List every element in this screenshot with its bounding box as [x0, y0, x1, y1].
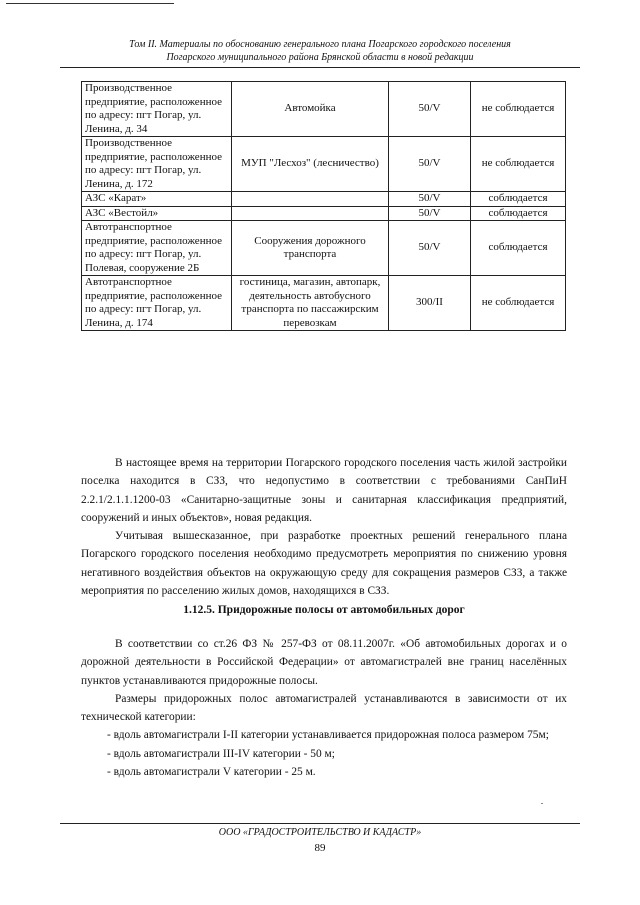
list-item: - вдоль автомагистрали I-II категории устанавливается придорожная полоса размером 75м;	[107, 729, 549, 742]
list-item: - вдоль автомагистрали V категории - 25 м.	[107, 766, 316, 779]
szz-cell: 50/V	[389, 206, 471, 221]
page-header	[60, 38, 580, 64]
section-title: 1.12.5. Придорожные полосы от автомобильных дорог	[183, 604, 465, 616]
status-cell: соблюдается	[471, 221, 566, 276]
object-cell: Автотранспортное предприятие, расположенное по адресу: пгт Погар, ул. Ленина, д. 174	[82, 276, 232, 331]
szz-cell: 50/V	[389, 221, 471, 276]
type-cell	[232, 206, 389, 221]
object-cell: Автотранспортное предприятие, расположенное по адресу: пгт Погар, ул. Полевая, сооружение 2Б	[82, 221, 232, 276]
object-cell: Производственное предприятие, расположенное по адресу: пгт Погар, ул. Ленина, д. 34	[82, 82, 232, 137]
body-text-block-2	[81, 635, 567, 781]
header-rule	[60, 67, 580, 68]
szz-cell: 50/V	[389, 137, 471, 192]
footer-org: ООО «ГРАДОСТРОИТЕЛЬСТВО И КАДАСТР»	[218, 827, 422, 838]
scan-speck	[541, 803, 543, 804]
table-row	[82, 221, 566, 276]
header-line-1: Том II. Материалы по обоснованию генерального плана Погарского городского поселения	[129, 39, 511, 50]
object-cell: Производственное предприятие, расположенное по адресу: пгт Погар, ул. Ленина, д. 172	[82, 137, 232, 192]
paragraph-measures: Учитывая вышесказанное, при разработке проектных решений генерального плана Погарского городского поселения необходимо предусмотреть мероприятия по снижению уровня негативного воздействия объектов на окружающую среду для сокращения размеров СЗЗ, а также мероприятия по расселению жилых домов, находящихся в СЗЗ.	[81, 530, 567, 598]
szz-table	[81, 81, 566, 331]
type-cell: Сооружения дорожного транспорта	[232, 221, 389, 276]
paragraph-szz-status: В настоящее время на территории Погарского городского поселения часть жилой застройки поселка находится в СЗЗ, что недопустимо в соответствии с требованиями СанПиН 2.2.1/2.1.1.1200-03 «Санитарно-защитные зоны и санитарная классификация предприятий, сооружений и иных объектов», новая редакция.	[81, 457, 567, 524]
header-line-2: Погарского муниципального района Брянской области в новой редакции	[166, 52, 474, 63]
page-number: 89	[314, 842, 326, 854]
status-cell: не соблюдается	[471, 137, 566, 192]
table-row	[82, 82, 566, 137]
type-cell: гостиница, магазин, автопарк, деятельность автобусного транспорта по пассажирским перевозкам	[232, 276, 389, 331]
status-cell: соблюдается	[471, 206, 566, 221]
object-cell: АЗС «Вестойл»	[82, 206, 232, 221]
status-cell: соблюдается	[471, 192, 566, 207]
paragraph-sizes: Размеры придорожных полос автомагистралей устанавливаются в зависимости от их технической категории:	[81, 692, 567, 724]
object-cell: АЗС «Карат»	[82, 192, 232, 207]
table-row	[82, 276, 566, 331]
type-cell: МУП "Лесхоз" (лесничество)	[232, 137, 389, 192]
szz-cell: 50/V	[389, 82, 471, 137]
table-row	[82, 206, 566, 221]
type-cell	[232, 192, 389, 207]
table-row	[82, 192, 566, 207]
list-item: - вдоль автомагистрали III-IV категории - 50 м;	[107, 747, 335, 760]
szz-cell: 50/V	[389, 192, 471, 207]
top-rule	[6, 3, 174, 4]
status-cell: не соблюдается	[471, 276, 566, 331]
body-text-block-1	[81, 454, 567, 600]
paragraph-law: В соответствии со ст.26 ФЗ № 257-ФЗ от 08.11.2007г. «Об автомобильных дорогах и о дорожной деятельности в Российской Федерации» от автомагистралей вне границ населённых пунктов устанавливаются придорожные полосы.	[81, 638, 567, 687]
type-cell: Автомойка	[232, 82, 389, 137]
footer-rule	[60, 823, 580, 824]
status-cell: не соблюдается	[471, 82, 566, 137]
table-row	[82, 137, 566, 192]
szz-cell: 300/II	[389, 276, 471, 331]
